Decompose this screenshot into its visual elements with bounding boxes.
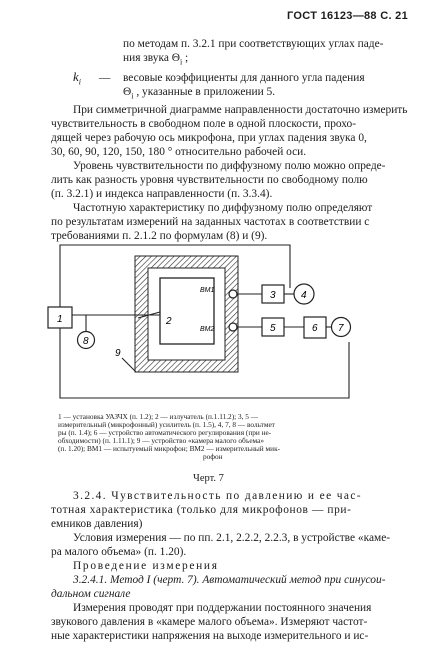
label-3: 3 <box>270 290 276 301</box>
label-4: 4 <box>301 290 307 301</box>
label-7: 7 <box>338 323 344 334</box>
text-line: (п. 3.2.1) и индекса направленности (п. 3.3.4). <box>51 188 273 200</box>
subscript: i <box>179 57 183 67</box>
text-span: Θ <box>123 86 132 98</box>
text-line: Условия измерения — по пп. 2.1, 2.2.2, 2.2.3, в устройстве «каме- <box>73 532 391 544</box>
label-bm1: ВМ1 <box>200 287 215 294</box>
text-line: по результатам измерений на заданных частотах в соответствии с <box>51 216 370 228</box>
method-heading: дальном сигнале <box>51 588 131 600</box>
text-line: ра малого объема» (п. 1.20). <box>51 546 187 558</box>
text-line: Уровень чувствительности по диффузному полю можно опреде- <box>73 160 386 172</box>
microphone-bm2-icon <box>229 323 237 331</box>
label-2: 2 <box>166 316 172 327</box>
text-line: При симметричной диаграмме направленности достаточно измерить <box>73 104 408 116</box>
text-span: , указанные в приложении 5. <box>133 86 276 98</box>
label-9: 9 <box>115 348 121 359</box>
caption-line: ры (п. 1.4); 6 — устройство автоматического регулирования (при не- <box>58 428 272 437</box>
text-span: ; <box>182 52 189 64</box>
text-line: ные характеристики напряжения на выходе измерительного и ис- <box>51 630 369 642</box>
leader-9 <box>122 358 136 372</box>
label-8: 8 <box>83 336 89 347</box>
text-line: звукового давления в «камере малого объема». Измеряют частот- <box>51 616 368 628</box>
text-span: ния звука Θ <box>123 52 180 64</box>
text-line: весовые коэффициенты для данного угла падения <box>123 72 365 84</box>
label-5: 5 <box>270 323 276 334</box>
section-heading: емников давления) <box>51 518 143 530</box>
text-line: по методам п. 3.2.1 при соответствующих углах паде- <box>123 38 384 50</box>
caption-line: обходимости) (п. 1.11.1); 9 — устройство «камера малого объема» <box>58 436 265 445</box>
figure-label: Черт. 7 <box>193 473 224 484</box>
method-heading: 3.2.4.1. Метод I (черт. 7). Автоматический метод при синусои- <box>73 574 386 586</box>
caption-line: измерительный (микрофонный) усилитель (п. 1.5), 4, 7, 8 — вольтмет <box>58 420 275 429</box>
label-bm2: ВМ2 <box>200 326 215 333</box>
text-line: Частотную характеристику по диффузному полю определяют <box>73 202 373 214</box>
procedure-heading: Проведение измерения <box>73 560 219 572</box>
section-heading: 3.2.4. Чувствительность по давлению и ее час- <box>73 490 362 502</box>
label-6: 6 <box>312 323 318 334</box>
text-line: дящей через рабочую ось микрофона, при углах падения звука 0, <box>51 132 367 144</box>
caption-line: 1 — установка УАЗЧХ (п. 1.2); 2 — излучатель (п.1.11.2); 3, 5 — <box>58 412 259 421</box>
dash: — <box>99 72 111 84</box>
text-line: чувствительность в свободном поле в одной плоскости, прохо- <box>51 118 357 130</box>
caption-line: рофон <box>203 452 223 461</box>
text-line: 30, 60, 90, 120, 150, 180 ° относительно рабочей оси. <box>51 146 307 158</box>
label-1: 1 <box>57 314 63 325</box>
text-line: лить как разность уровня чувствительности по свободному полю <box>51 174 368 186</box>
text-line: Измерения проводят при поддержании постоянного значения <box>73 602 372 614</box>
section-heading: тотная характеристика (только для микрофонов — при- <box>51 504 352 516</box>
text-line: требованиями п. 2.1.2 по формулам (8) и (9). <box>51 230 268 242</box>
subscript: i <box>78 77 82 87</box>
page-header: ГОСТ 16123—88 С. 21 <box>287 10 408 22</box>
microphone-bm1-icon <box>229 290 237 298</box>
subscript: i <box>131 91 134 101</box>
k-letter: k <box>73 69 79 84</box>
caption-line: (п. 1.20); ВМ1 — испытуемый микрофон; ВМ2 — измерительный мик- <box>58 444 281 453</box>
